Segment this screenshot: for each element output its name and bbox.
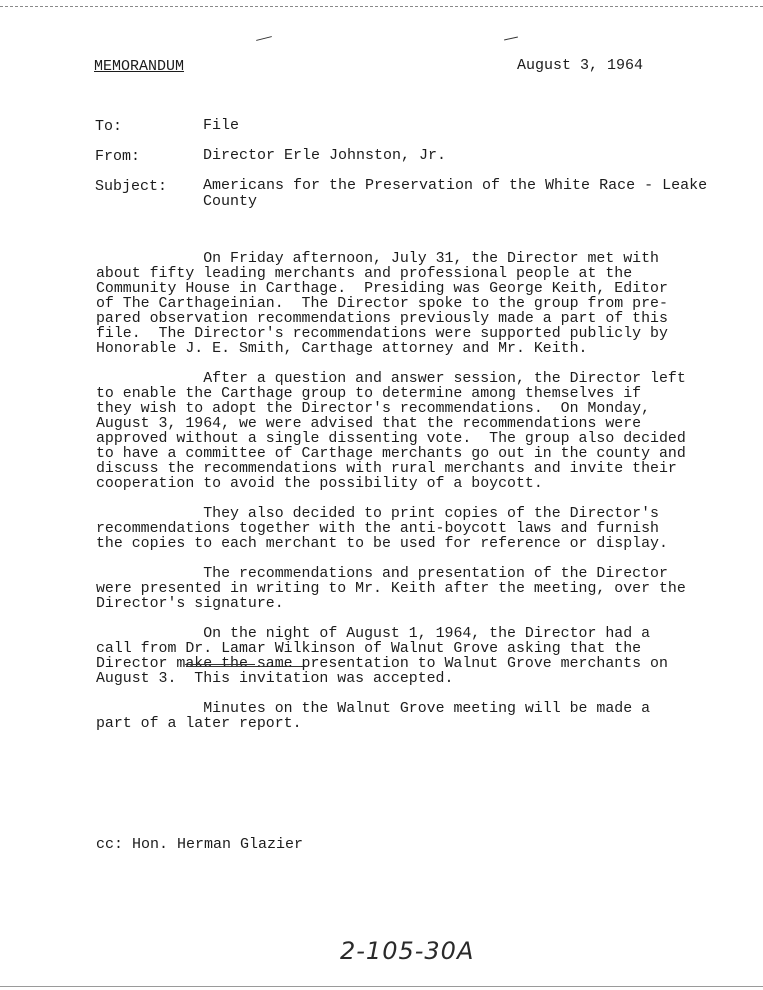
pencil-mark (256, 36, 272, 41)
pencil-mark (504, 37, 518, 41)
memo-title: MEMORANDUM (94, 58, 185, 75)
to-value: File (203, 117, 240, 134)
body-paragraph: Minutes on the Walnut Grove meeting will be made a part of a later report. (96, 701, 651, 732)
cc-line: cc: Hon. Herman Glazier (96, 836, 304, 853)
file-number: 2-105-30A (340, 937, 475, 965)
body-paragraph: On the night of August 1, 1964, the Director had a call from Dr. Lamar Wilkinson of Walnut Grove asking that the Director make the same presentation to Walnut Grove merchants on August 3. This invitation was accepted. (96, 626, 668, 687)
top-edge-rule (0, 6, 763, 7)
subject-value: Americans for the Preservation of the White Race - Leake County (203, 177, 708, 210)
body-paragraph: They also decided to print copies of the Director's recommendations together with the anti-boycott laws and furnish the copies to each merchant to be used for reference or display. (96, 506, 668, 552)
bottom-edge-rule (0, 986, 763, 987)
from-value: Director Erle Johnston, Jr. (203, 147, 447, 164)
memo-date: August 3, 1964 (517, 57, 644, 74)
from-label: From: (95, 148, 141, 165)
body-paragraph: On Friday afternoon, July 31, the Director met with about fifty leading merchants and professional people at the Community House in Carthage. Presiding was George Keith, Editor of The Carthageinian. The Director spoke to the group from pre- pared observation recommendations previously made a part of this file. The Director's recommendations were supported publicly by Honorable J. E. Smith, Carthage attorney and Mr. Keith. (96, 251, 668, 357)
underline-mark (185, 664, 255, 665)
subject-label: Subject: (95, 178, 168, 195)
strike-mark (186, 666, 306, 667)
body-paragraph: After a question and answer session, the Director left to enable the Carthage group to determine among themselves if they wish to adopt the Director's recommendations. On Monday, August 3, 1964, we were advised that the recommendations were approved without a single dissenting vote. The group also decided to have a committee of Carthage merchants go out in the county and discuss the recommendations with rural merchants and invite their cooperation to avoid the possibility of a boycott. (96, 371, 686, 492)
to-label: To: (95, 118, 123, 135)
body-paragraph: The recommendations and presentation of the Director were presented in writing to Mr. Keith after the meeting, over the Director's signature. (96, 566, 686, 612)
